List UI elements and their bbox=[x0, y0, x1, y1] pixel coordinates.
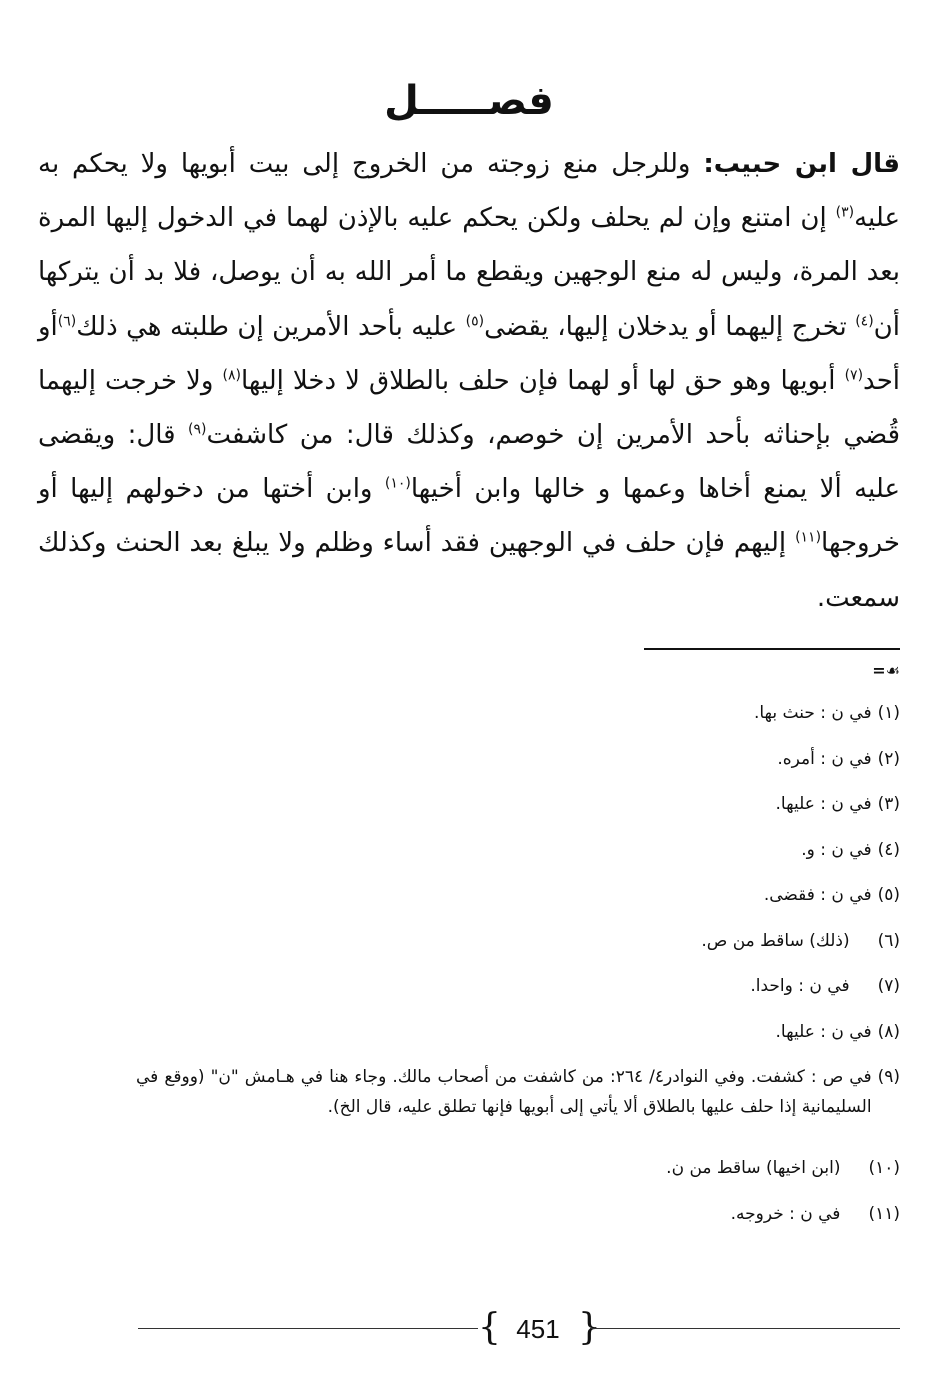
footnote-text: في ن : عليها. bbox=[775, 794, 872, 814]
footnote-text: في ن : أمره. bbox=[777, 748, 872, 769]
footnote-item bbox=[136, 835, 900, 881]
footnote-text: (ابن اخيها) ساقط من ن. bbox=[666, 1158, 841, 1178]
footnote-number: (٤) bbox=[877, 839, 900, 860]
footnote-item bbox=[136, 880, 900, 926]
footnote-number: (٥) bbox=[877, 885, 900, 905]
footnote-number: (٧) bbox=[877, 976, 900, 996]
body-segment: أو أحد bbox=[38, 311, 900, 396]
footnote-number: (١) bbox=[877, 703, 900, 723]
footer-rule-right bbox=[590, 1328, 900, 1329]
footnote-number: (٨) bbox=[877, 1021, 900, 1042]
footnote-item bbox=[136, 789, 900, 835]
footnote-number: (١١) bbox=[868, 1203, 900, 1224]
body-segment: ولا خرجت إليهما قُضي بإحناثه بأحد الأمرين إن خوصم، وكذلك قال: من كاشفت bbox=[38, 365, 900, 451]
footnote-text: في ن : خروجه. bbox=[730, 1203, 841, 1224]
footnote-ref: (٦) bbox=[57, 312, 77, 329]
footnote-list bbox=[136, 698, 900, 1244]
footnote-ref: (١٠) bbox=[384, 475, 411, 492]
footnote-item bbox=[136, 926, 900, 972]
footnote-ref: (٥) bbox=[465, 312, 485, 329]
page-number: 451 bbox=[516, 1314, 560, 1344]
footnote-item bbox=[136, 1017, 900, 1063]
body-segment: عليه بأحد الأمرين إن طلبته هي ذلك bbox=[76, 311, 466, 342]
footnote-text: في ص : كشفت. وفي النوادر٤/ ٢٦٤: من كاشفت من أصحاب مالك. وجاء هنا في هـامش "ن" (ووقع في السليمانية إذا حلف عليها بالطلاق ألا يأتي إلى أبويها فإنها تطلق عليه، قال الخ). bbox=[136, 1067, 872, 1117]
footnote-number: (١٠) bbox=[868, 1158, 900, 1178]
footnote-text: في ن : حنث بها. bbox=[753, 703, 872, 723]
footnote-item bbox=[136, 1062, 900, 1153]
footnote-text: (ذلك) ساقط من ص. bbox=[701, 930, 850, 951]
speaker-label: قال ابن حبيب: bbox=[703, 149, 900, 179]
section-heading: فصـــــل bbox=[384, 78, 554, 124]
footnote-ref: (١١) bbox=[795, 529, 822, 546]
footnote-number: (٢) bbox=[877, 748, 900, 769]
page-footer bbox=[138, 1308, 900, 1352]
body-segment: قال: ويقضى عليه ألا يمنع أخاها وعمها و خالها وابن أخيها bbox=[38, 420, 900, 505]
footnote-ref: (٩) bbox=[188, 421, 207, 438]
brace-open-icon: { bbox=[478, 1307, 501, 1348]
footnote-number: (٦) bbox=[877, 930, 900, 951]
body-segment: وابن أختها من دخولهم إليها أو خروجها bbox=[38, 474, 900, 559]
footnote-separator bbox=[644, 648, 900, 650]
footnote-item bbox=[136, 971, 900, 1017]
footnote-ref: (٨) bbox=[222, 367, 241, 384]
footnote-ref: (٧) bbox=[844, 367, 864, 384]
footnote-text: في ن : و. bbox=[801, 839, 872, 860]
footnote-ref: (٣) bbox=[835, 204, 855, 221]
main-paragraph bbox=[38, 137, 900, 625]
footer-rule-left bbox=[138, 1328, 478, 1329]
footnote-item bbox=[136, 744, 900, 790]
footnote-number: (٩) bbox=[877, 1067, 900, 1087]
body-segment: تخرج إليهما أو يدخلان إليها، يقضى bbox=[484, 311, 856, 342]
body-segment: إليهم فإن حلف في الوجهين فقد أساء وظلم ولا يبلغ بعد الحنث وكذلك سمعت. bbox=[38, 528, 900, 613]
footnote-text: في ن : عليها. bbox=[775, 1021, 872, 1042]
footnote-number: (٣) bbox=[877, 794, 900, 814]
footnote-text: في ن : فقضى. bbox=[763, 885, 872, 905]
footnote-ref: (٤) bbox=[855, 312, 874, 329]
footnote-item bbox=[136, 1199, 900, 1245]
body-segment: وللرجل منع زوجته من الخروج إلى بيت أبويها ولا يحكم به عليه bbox=[38, 149, 901, 234]
footnote-item bbox=[136, 1153, 900, 1199]
footnote-item bbox=[136, 698, 900, 744]
body-segment: أبويها وهو حق لها أو لهما فإن حلف بالطلاق لا دخلا إليها bbox=[240, 365, 845, 396]
footnote-text: في ن : واحدا. bbox=[750, 976, 850, 996]
continuation-mark: =☙ bbox=[872, 661, 900, 680]
body-segment: إن امتنع وإن لم يحلف ولكن يحكم عليه بالإذن لهما في الدخول إليها المرة بعد المرة، وليس له منع الوجهين ويقطع ما أمر الله به أن يوصل، فلا بد أن يتركها أن bbox=[38, 203, 900, 342]
brace-close-icon: } bbox=[578, 1307, 601, 1348]
